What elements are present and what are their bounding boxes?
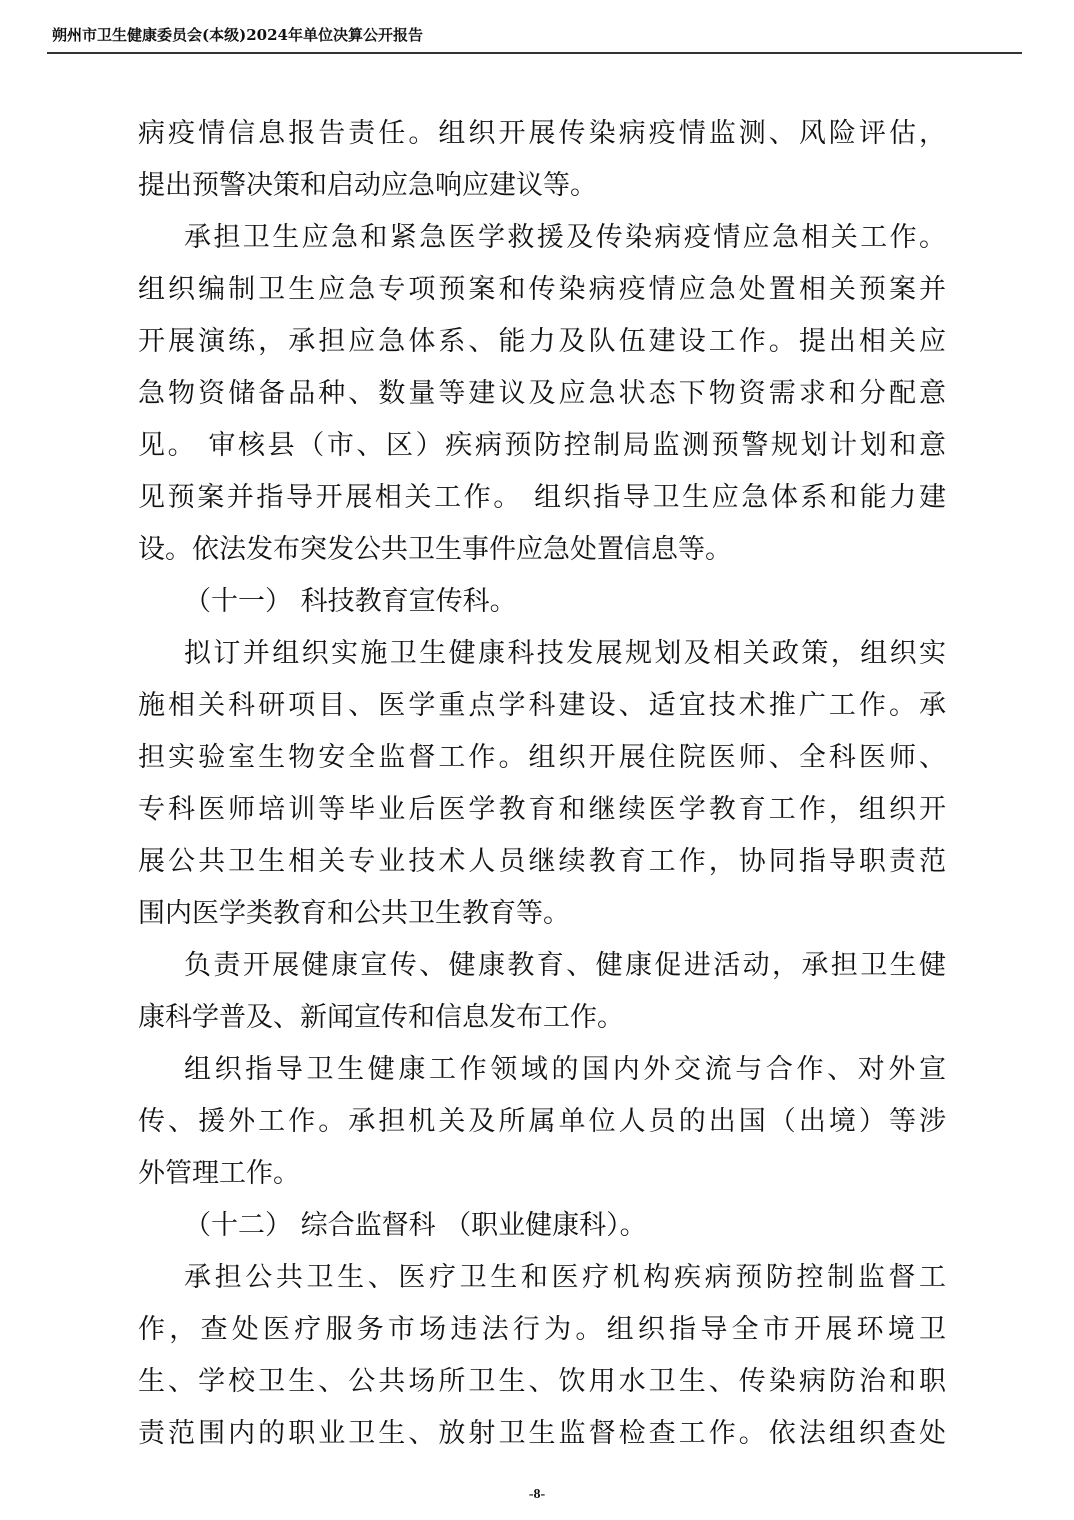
body-line: 康科学普及、新闻宣传和信息发布工作。 xyxy=(138,1002,624,1033)
body-line: 责范围内的职业卫生、放射卫生监督检查工作。依法组织查处 xyxy=(138,1418,946,1449)
body-line: 担实验室生物安全监督工作。组织开展住院医师、全科医师、 xyxy=(138,742,946,773)
body-line: 见。 审核县（市、区）疾病预防控制局监测预警规划计划和意 xyxy=(138,430,946,461)
body-line: 围内医学类教育和公共卫生教育等。 xyxy=(138,898,570,929)
body-line: 传、援外工作。承担机关及所属单位人员的出国（出境）等涉 xyxy=(138,1106,946,1137)
document-body xyxy=(138,108,946,1460)
body-line: 开展演练，承担应急体系、能力及队伍建设工作。提出相关应 xyxy=(138,326,946,357)
body-line: 病疫情信息报告责任。组织开展传染病疫情监测、风险评估， xyxy=(138,118,946,149)
body-line: 外管理工作。 xyxy=(138,1158,300,1189)
body-line: 生、学校卫生、公共场所卫生、饮用水卫生、传染病防治和职 xyxy=(138,1366,946,1397)
body-line: （十二） 综合监督科 （职业健康科）。 xyxy=(184,1210,647,1241)
body-line: 负责开展健康宣传、健康教育、健康促进活动，承担卫生健 xyxy=(184,950,946,981)
body-line: 拟订并组织实施卫生健康科技发展规划及相关政策，组织实 xyxy=(184,638,946,669)
body-line: 组织指导卫生健康工作领域的国内外交流与合作、对外宣 xyxy=(184,1054,946,1085)
document-header-title: 朔州市卫生健康委员会(本级)2024年单位决算公开报告 xyxy=(52,26,423,44)
body-line: 设。依法发布突发公共卫生事件应急处置信息等。 xyxy=(138,534,732,565)
body-line: 承担卫生应急和紧急医学救援及传染病疫情应急相关工作。 xyxy=(184,222,946,253)
body-line: （十一） 科技教育宣传科。 xyxy=(184,586,517,617)
body-line: 提出预警决策和启动应急响应建议等。 xyxy=(138,170,597,201)
body-line: 施相关科研项目、医学重点学科建设、适宜技术推广工作。承 xyxy=(138,690,946,721)
body-line: 专科医师培训等毕业后医学教育和继续医学教育工作，组织开 xyxy=(138,794,946,825)
body-line: 承担公共卫生、医疗卫生和医疗机构疾病预防控制监督工 xyxy=(184,1262,946,1293)
body-line: 组织编制卫生应急专项预案和传染病疫情应急处置相关预案并 xyxy=(138,274,946,305)
header-divider xyxy=(47,52,1022,54)
body-line: 展公共卫生相关专业技术人员继续教育工作，协同指导职责范 xyxy=(138,846,946,877)
body-line: 作，查处医疗服务市场违法行为。组织指导全市开展环境卫 xyxy=(138,1314,946,1345)
page-number: -8- xyxy=(528,1487,546,1502)
body-line: 见预案并指导开展相关工作。 组织指导卫生应急体系和能力建 xyxy=(138,482,946,513)
body-line: 急物资储备品种、数量等建议及应急状态下物资需求和分配意 xyxy=(138,378,946,409)
